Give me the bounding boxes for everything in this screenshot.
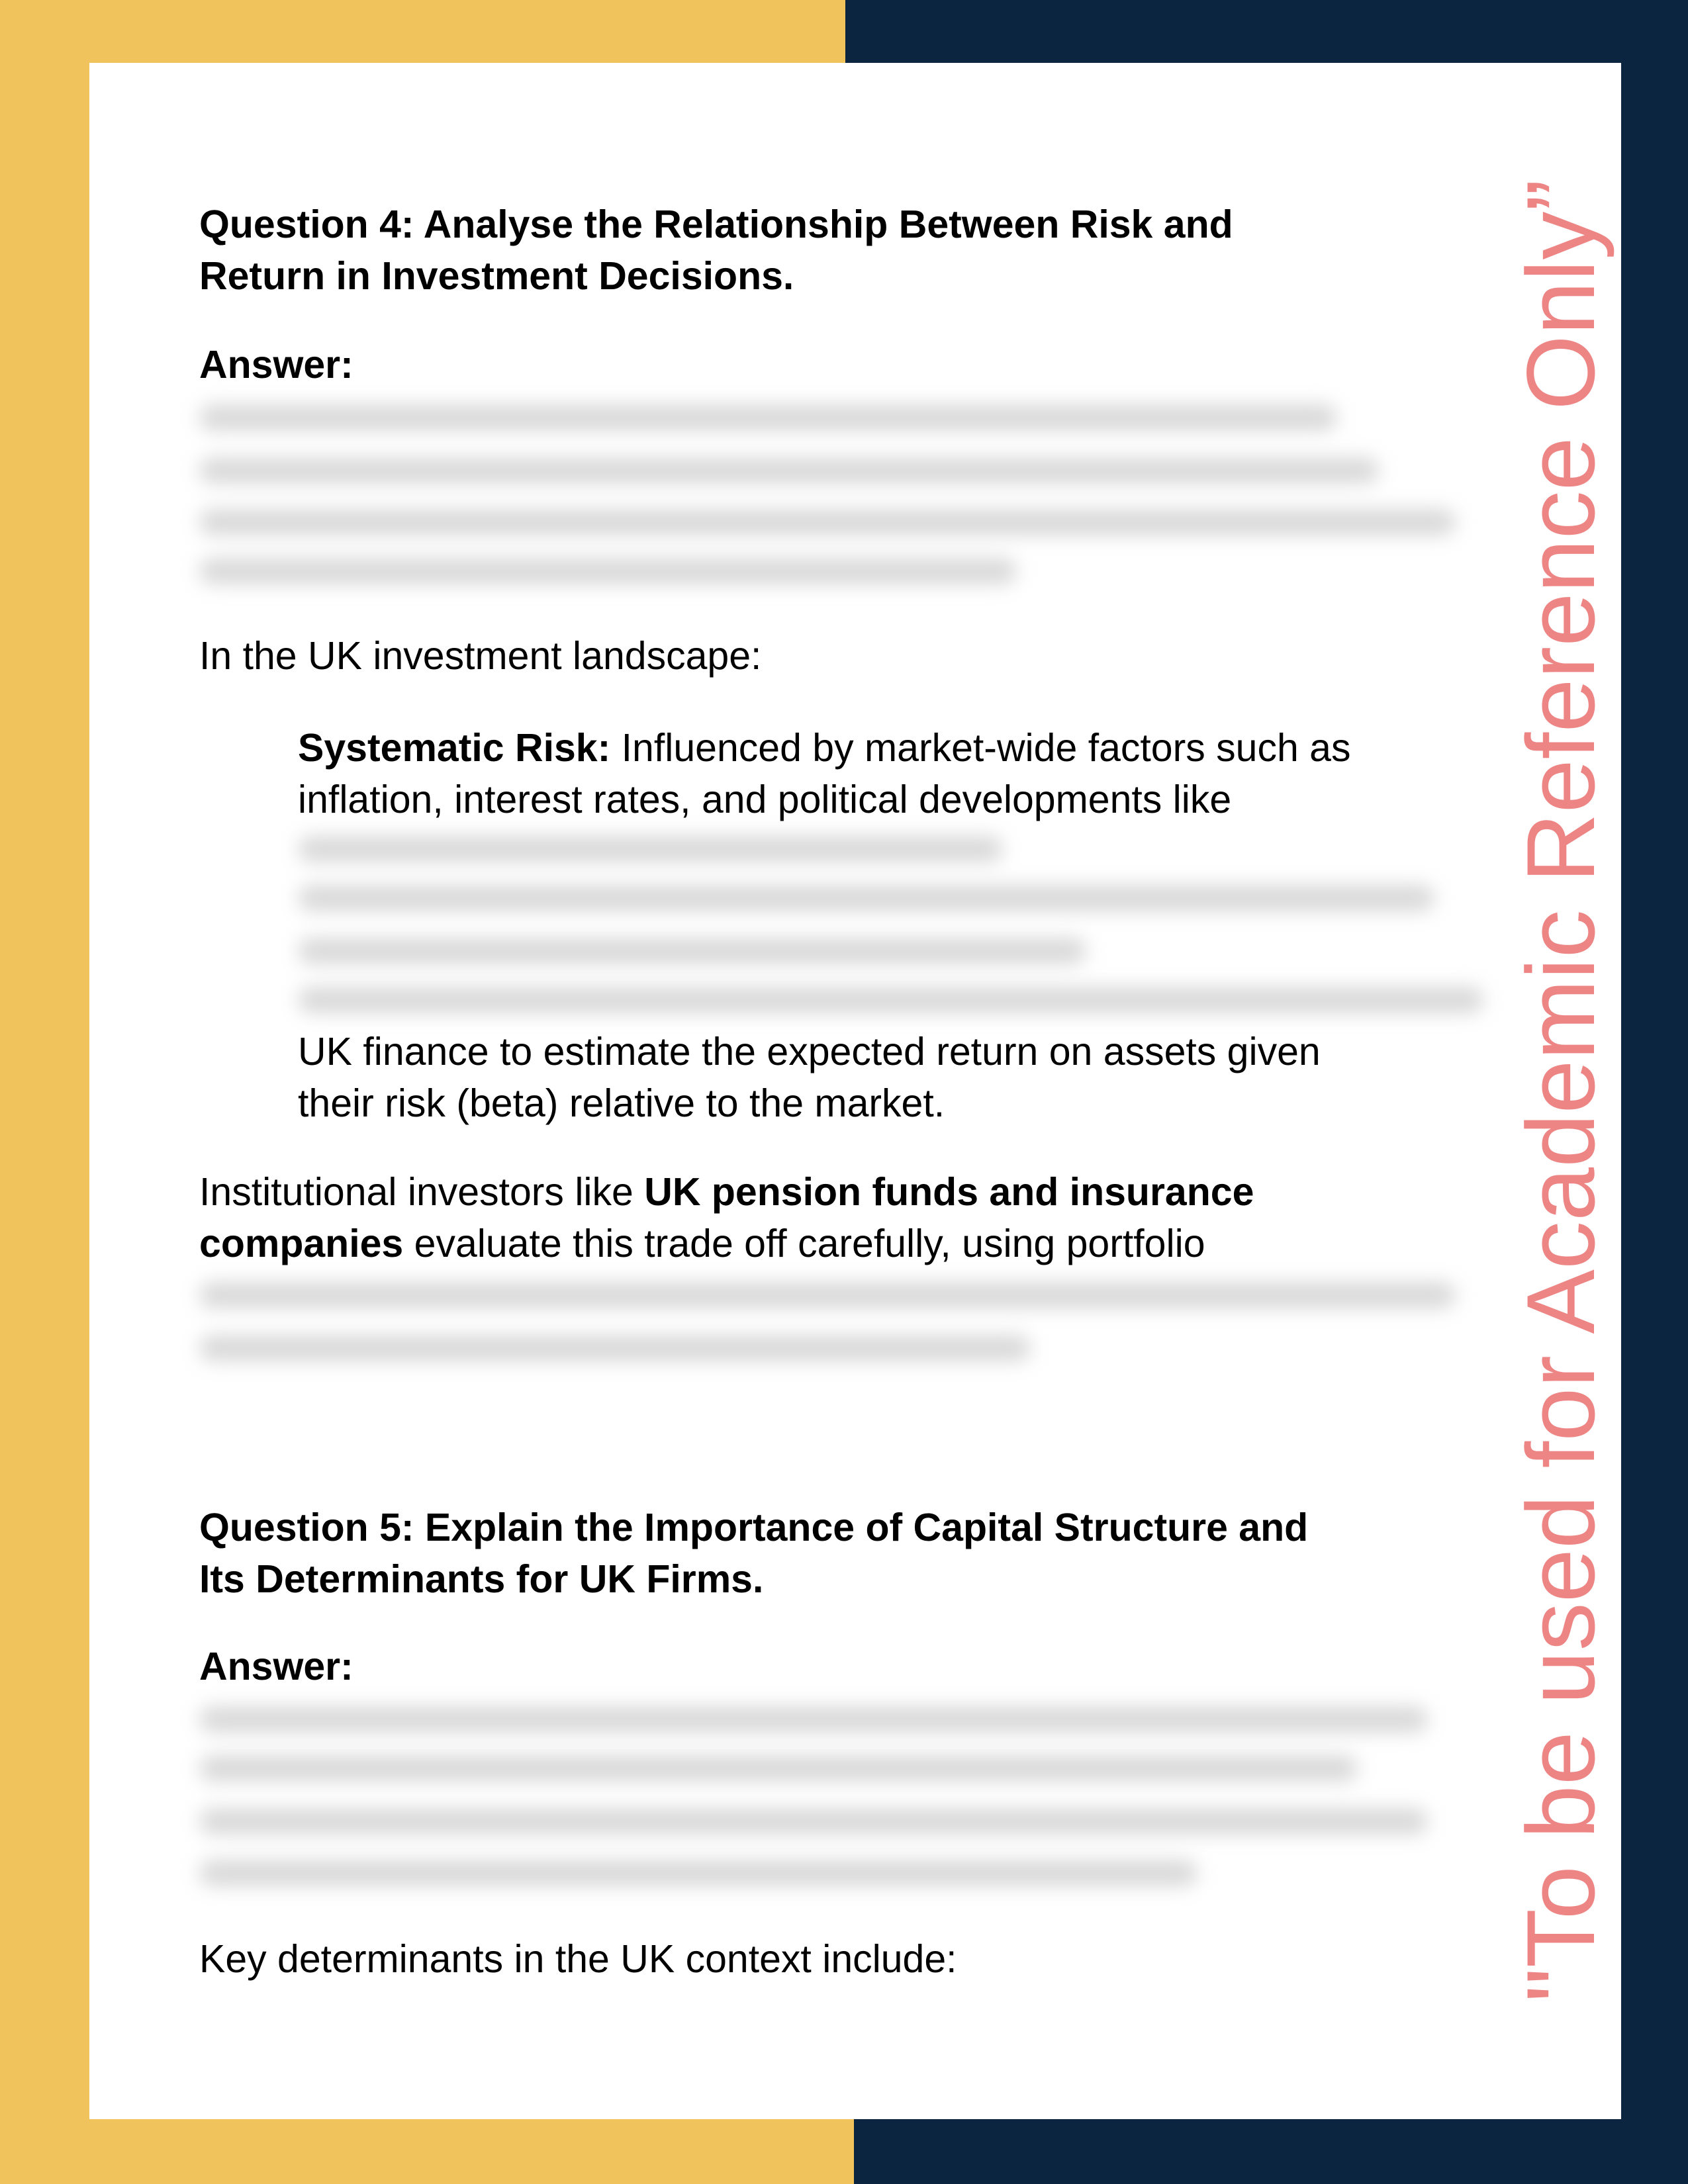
q5-title-line1: Question 5: Explain the Importance of Capital Structure and (199, 1506, 1309, 1549)
capm-line2: their risk (beta) relative to the market. (298, 1081, 945, 1125)
q5-title-line2: Its Determinants for UK Firms. (199, 1557, 764, 1601)
inst-bold: UK pension funds and insurance (644, 1170, 1254, 1214)
q4-title (199, 199, 1233, 302)
blurred-text-line (199, 457, 1379, 484)
blurred-text-line (298, 938, 1086, 964)
blurred-text-line (199, 1808, 1428, 1835)
q5-title (199, 1502, 1308, 1605)
institutional-paragraph (199, 1166, 1254, 1269)
q4-title-line1: Question 4: Analyse the Relationship Between Risk and (199, 203, 1233, 246)
q4-answer-label: Answer: (199, 343, 353, 387)
inst-bold-2: companies (199, 1222, 404, 1265)
q5-key-determinants: Key determinants in the UK context include: (199, 1937, 957, 1981)
capm-line1: UK finance to estimate the expected return on assets given (298, 1030, 1321, 1073)
blurred-text-line (199, 1282, 1456, 1308)
blurred-text-line (199, 558, 1017, 584)
inst-text-2: evaluate this trade off carefully, using portfolio (403, 1222, 1205, 1265)
q4-title-line2: Return in Investment Decisions. (199, 254, 794, 298)
inst-text: Institutional investors like (199, 1170, 645, 1214)
watermark: "To be used for Academic Reference Only” (1507, 179, 1615, 2003)
systematic-risk-text-2: inflation, interest rates, and political developments like (298, 778, 1232, 821)
blurred-text-line (199, 1755, 1358, 1782)
blurred-text-line (298, 836, 1003, 862)
systematic-risk-label: Systematic Risk: (298, 726, 611, 770)
systematic-risk-item (298, 722, 1350, 825)
capm-text (298, 1026, 1321, 1129)
blurred-text-line (298, 987, 1483, 1013)
systematic-risk-text: Influenced by market-wide factors such as (610, 726, 1351, 770)
blurred-text-line (199, 1860, 1197, 1886)
q4-intro: In the UK investment landscape: (199, 634, 762, 678)
blurred-text-line (199, 404, 1337, 431)
q5-answer-label: Answer: (199, 1645, 353, 1688)
blurred-text-line (199, 509, 1456, 535)
blurred-text-line (199, 1706, 1428, 1733)
blurred-text-line (298, 885, 1434, 911)
blurred-text-line (199, 1335, 1031, 1361)
